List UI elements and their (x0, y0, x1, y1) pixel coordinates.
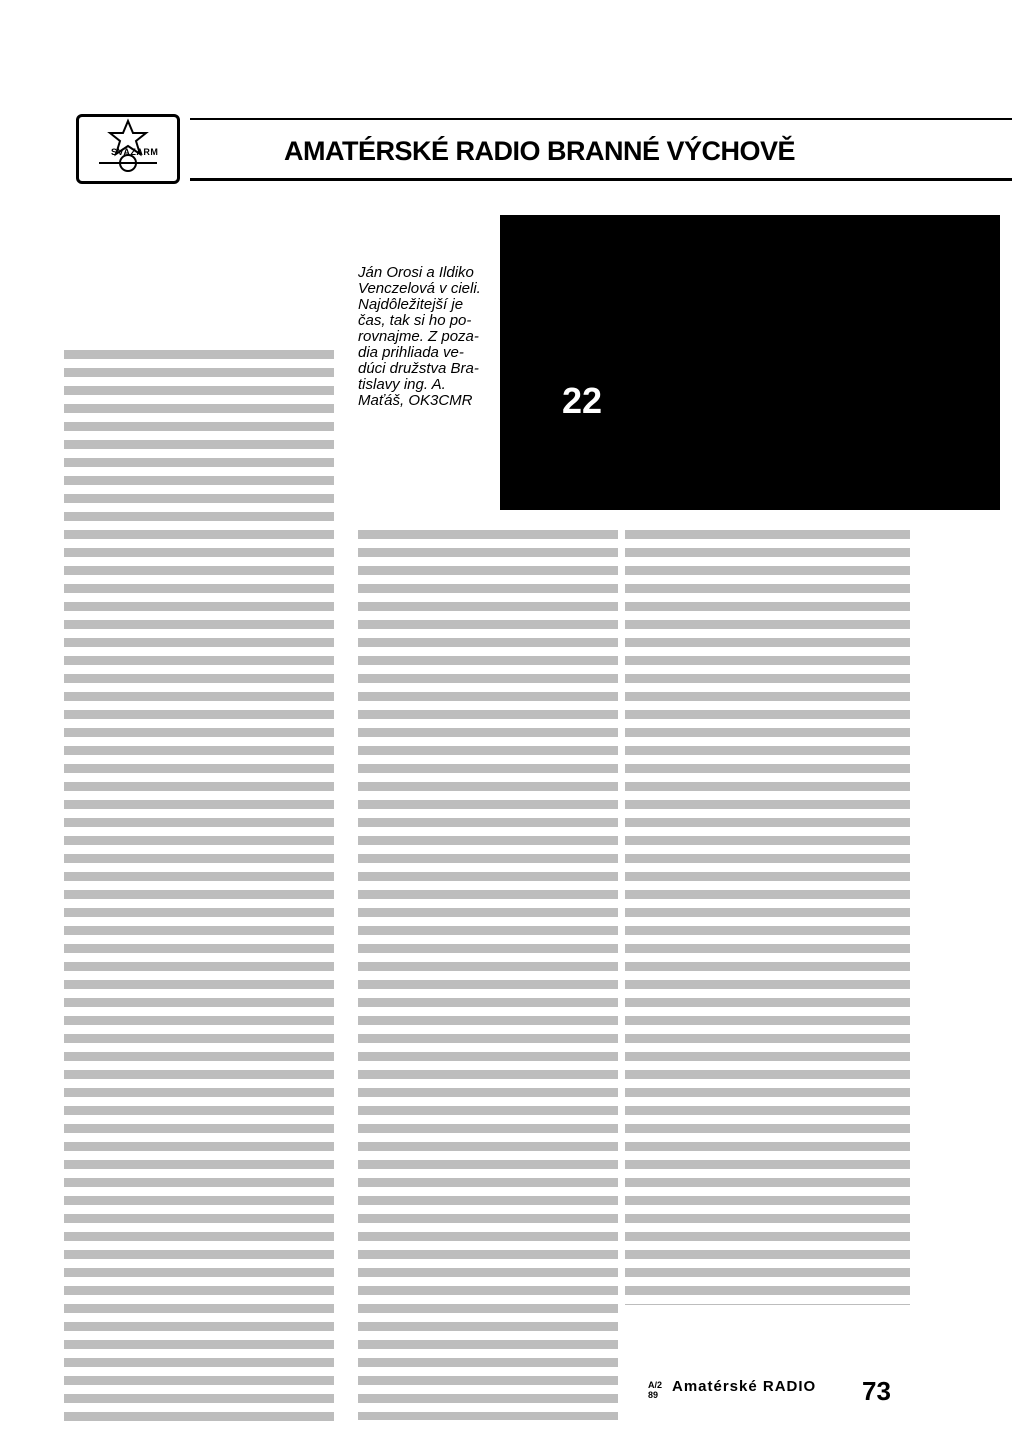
header-bottom-rule (190, 178, 1012, 181)
header-top-rule (190, 118, 1012, 120)
bib-number: 22 (562, 380, 603, 421)
header (72, 110, 1012, 190)
page-number: 73 (862, 1376, 891, 1406)
svazarm-logo (76, 114, 180, 184)
middle-column-text (358, 530, 618, 1420)
issue-number: A/2 89 (648, 1380, 663, 1400)
magazine-logo (672, 1378, 820, 1410)
left-column-text (64, 350, 334, 1425)
brand-label: Amatérské RADIO (672, 1378, 817, 1395)
logo-label: SVAZARM (111, 147, 159, 157)
photo-caption: Ján Orosi a Ildiko Venczelová v cieli. Najdôležitejší je čas, tak si ho po- rovnajme. Z poza- dia prihliada ve- dúci družstva Bra- tislavy ing. A. Maťáš, OK3CMR (358, 264, 481, 409)
right-column-text (625, 530, 910, 1305)
photograph (500, 215, 1000, 510)
page-title: AMATÉRSKÉ RADIO BRANNÉ VÝCHOVĚ (284, 136, 796, 166)
